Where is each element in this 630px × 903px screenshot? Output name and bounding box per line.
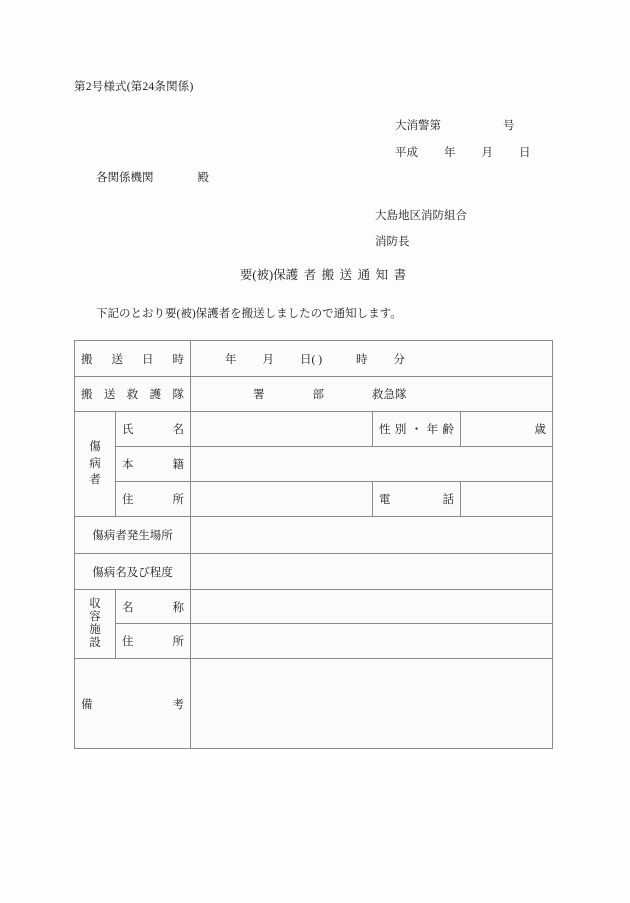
document-title [0,265,630,283]
table-row-patient-address [75,482,553,517]
injury-label: 傷病名及び程度 [75,554,191,590]
transport-datetime-label: 搬送日時 [75,341,191,377]
form-number: 第2号様式(第24条関係) [74,81,194,93]
facility-address-label: 住所 [116,624,191,659]
injury-value[interactable] [191,554,553,590]
facility-name-value[interactable] [191,590,553,624]
transport-datetime-value[interactable] [191,341,553,377]
patient-group-char-2: 病 [89,457,101,470]
document-title-body: 護者搬送通知 [285,268,394,282]
incident-place-label: 傷病者発生場所 [75,517,191,554]
transport-unit-label: 搬送救護隊 [75,377,191,412]
addressee-honorific: 殿 [197,172,209,184]
unit-station: 署 [253,389,265,401]
date-era: 平成 [395,147,418,159]
addressee-name: 各関係機関 [96,172,154,184]
facility-group-label [75,590,116,659]
patient-age-value[interactable] [461,412,553,447]
facility-group-char-2: 容 [89,611,101,624]
remarks-value[interactable] [191,659,553,749]
table-row-facility-address [75,624,553,659]
document-number-line [395,117,515,133]
table-row-remarks [75,659,553,749]
unit-squad: 救急隊 [372,389,407,401]
document-number-suffix: 号 [503,120,515,132]
patient-address-value[interactable] [191,482,373,517]
table-row-facility-name [75,590,553,624]
document-title-tail: 書 [393,268,407,282]
date-day-unit: 日 [519,147,531,159]
patient-domicile-label: 本籍 [116,447,191,482]
datetime-hour-unit: 時 [356,353,368,366]
patient-address-label: 住所 [116,482,191,517]
patient-name-value[interactable] [191,412,373,447]
incident-place-value[interactable] [191,517,553,554]
table-row-transport-unit [75,377,553,412]
facility-group-char-3: 施 [89,624,101,636]
date-month-unit: 月 [481,147,493,159]
table-row-injury [75,554,553,590]
transport-unit-value[interactable] [191,377,553,412]
datetime-month-unit: 月 [262,353,274,366]
issuer-organization: 大島地区消防組合 [375,210,467,222]
remarks-label: 備考 [75,659,191,749]
datetime-day-unit: 日( ) [300,353,323,366]
patient-phone-label: 電話 [373,482,461,517]
patient-group-label [75,412,116,517]
facility-group-char-4: 設 [89,636,101,649]
patient-group-char-1: 傷 [89,440,101,453]
transport-notice-table [74,340,553,749]
patient-sex-age-label: 性別・年齢 [373,412,461,447]
patient-phone-value[interactable] [461,482,553,517]
facility-name-label: 名称 [116,590,191,624]
datetime-minute-unit: 分 [393,353,406,366]
patient-domicile-value[interactable] [191,447,553,482]
datetime-year-unit: 年 [225,353,237,366]
intro-sentence: 下記のとおり要(被)保護者を搬送しましたので通知します。 [96,308,402,320]
issuer-title: 消防長 [375,236,410,248]
document-date-line [395,144,531,160]
unit-division: 部 [312,389,324,401]
table-row-patient-name [75,412,553,447]
date-year-unit: 年 [444,147,456,159]
table-row-patient-domicile [75,447,553,482]
facility-group-char-1: 収 [89,598,101,611]
patient-name-label: 氏名 [116,412,191,447]
facility-address-value[interactable] [191,624,553,659]
patient-group-char-3: 者 [89,474,101,487]
document-number-label: 大消警第 [395,120,441,132]
document-title-lead: 要(被)保 [239,268,286,282]
age-unit-label: 歳 [534,424,547,436]
addressee-line [96,169,209,185]
table-row-transport-datetime [75,341,553,377]
table-row-incident-place [75,517,553,554]
